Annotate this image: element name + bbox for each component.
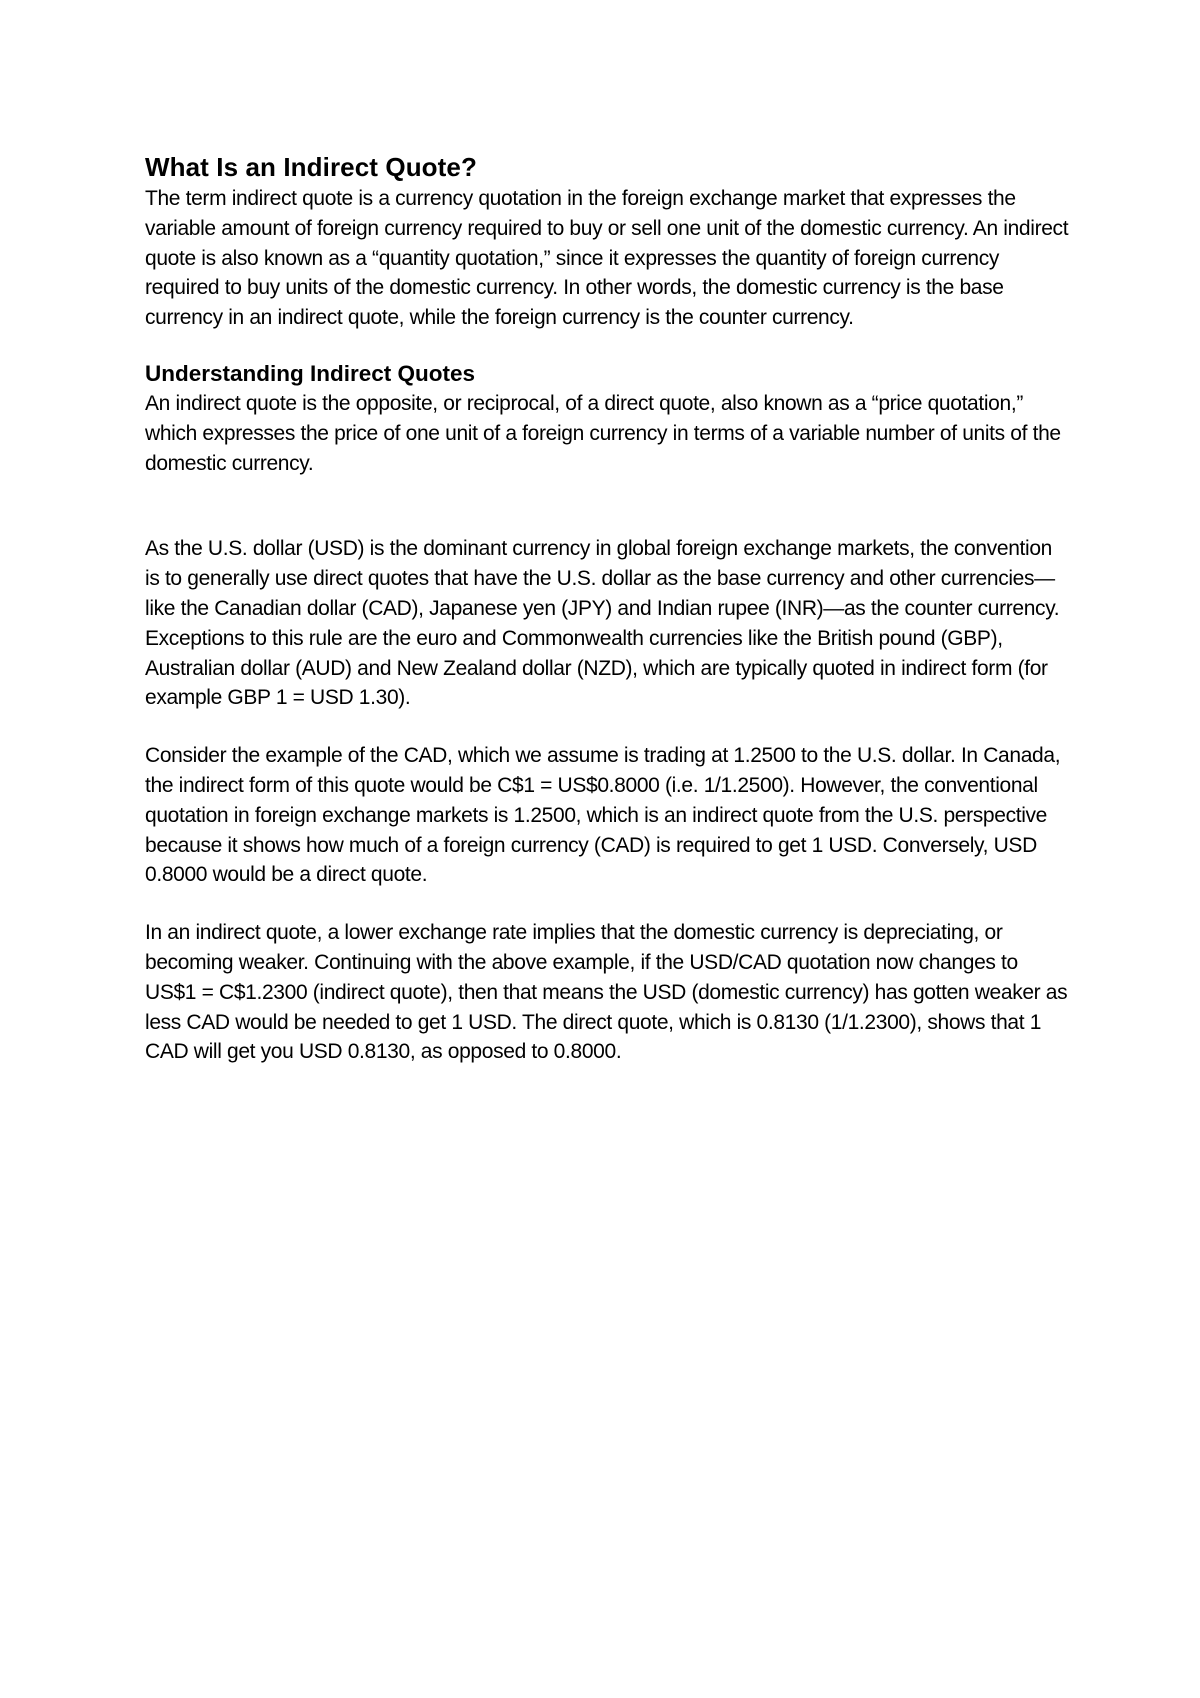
paragraph-definition: The term indirect quote is a currency quotation in the foreign exchange market that expresses the variable amount of foreign currency required to buy or sell one unit of the domestic currency. An indirect quote is also known as a “quantity quotation,” since it expresses the quantity of foreign currency required to buy units of the domestic currency. In other words, the domestic currency is the base currency in an indirect quote, while the foreign currency is the counter currency. bbox=[145, 187, 1069, 330]
paragraph-spacer bbox=[145, 890, 1070, 918]
paragraph-usd-convention: As the U.S. dollar (USD) is the dominant currency in global foreign exchange markets, the convention is to generally use direct quotes that have the U.S. dollar as the base currency and other currencies—like the Canadian dollar (CAD), Japanese yen (JPY) and Indian rupee (INR)—as the counter currency. Exceptions to this rule are the euro and Commonwealth currencies like the British pound (GBP), Australian dollar (AUD) and New Zealand dollar (NZD), which are typically quoted in indirect form (for example GBP 1 = USD 1.30). bbox=[145, 537, 1060, 710]
paragraph-spacer bbox=[145, 713, 1070, 741]
section-heading-what-is-indirect-quote: What Is an Indirect Quote? bbox=[145, 152, 477, 182]
paragraph-cad-example: Consider the example of the CAD, which we assume is trading at 1.2500 to the U.S. dollar. In Canada, the indirect form of this quote would be C$1 = US$0.8000 (i.e. 1/1.2500). However, the conventional quotation in foreign exchange markets is 1.2500, which is an indirect quote from the U.S. perspective because it shows how much of a foreign currency (CAD) is required to get 1 USD. Conversely, USD 0.8000 would be a direct quote. bbox=[145, 744, 1061, 887]
paragraph-spacer bbox=[145, 478, 1070, 534]
paragraph-reciprocal: An indirect quote is the opposite, or reciprocal, of a direct quote, also known as a “price quotation,” which expresses the price of one unit of a foreign currency in terms of a variable number of units of the domestic currency. bbox=[145, 391, 1061, 475]
paragraph-spacer bbox=[145, 333, 1070, 359]
document-page bbox=[145, 150, 1070, 1067]
paragraph-lower-rate: In an indirect quote, a lower exchange rate implies that the domestic currency is depreciating, or becoming weaker. Continuing with the above example, if the USD/CAD quotation now changes to US$1 = C$1.2300 (indirect quote), then that means the USD (domestic currency) has gotten weaker as less CAD would be needed to get 1 USD. The direct quote, which is 0.8130 (1/1.2300), shows that 1 CAD will get you USD 0.8130, as opposed to 0.8000. bbox=[145, 921, 1068, 1064]
section-heading-understanding-indirect-quotes: Understanding Indirect Quotes bbox=[145, 360, 476, 386]
